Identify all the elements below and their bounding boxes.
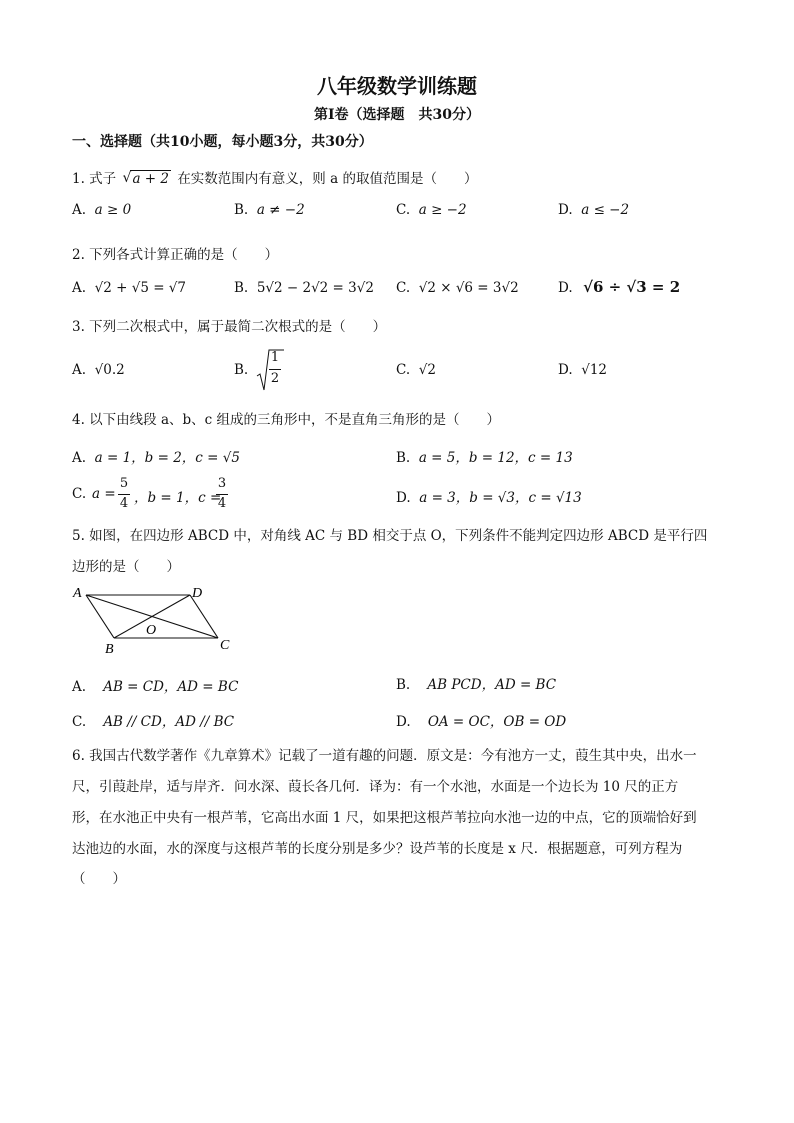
point-label-o: O	[146, 623, 157, 638]
option-label: D.	[396, 490, 411, 506]
option-c-a-eq: a =	[92, 486, 116, 502]
question-3-option-b-radical	[256, 348, 284, 392]
option-label: D.	[558, 280, 573, 296]
question-5-stem-line-2: 边形的是（ ）	[72, 559, 180, 575]
question-5-option-a[interactable]	[72, 675, 238, 695]
fraction-bar	[216, 494, 228, 495]
question-4-option-a[interactable]	[72, 446, 240, 466]
question-1-option-d[interactable]	[558, 202, 629, 218]
option-text: a = 1，b = 2，c = √5	[94, 450, 240, 466]
option-text: a ≤ −2	[581, 202, 630, 218]
question-1-option-b[interactable]	[234, 202, 305, 218]
option-label: A.	[72, 202, 87, 218]
question-5-option-c[interactable]	[72, 710, 234, 730]
question-2-option-d[interactable]	[558, 278, 680, 296]
edge-ba	[86, 595, 114, 638]
option-text: OA = OC，OB = OD	[427, 714, 567, 730]
question-3-option-b[interactable]	[234, 362, 248, 378]
option-text: a ≥ 0	[94, 202, 132, 218]
option-label: A.	[72, 280, 87, 296]
option-text: a = 3，b = √3，c = √13	[419, 490, 582, 506]
question-4-option-b[interactable]	[396, 446, 573, 466]
vertex-label-b: B	[105, 642, 114, 655]
option-label: C.	[72, 714, 87, 730]
option-text: AB // CD，AD // BC	[103, 714, 235, 730]
question-1-suffix: 在实数范围内有意义，则 a 的取值范围是（ ）	[177, 171, 478, 187]
option-text: AB = CD，AD = BC	[103, 679, 239, 695]
section-heading: 一、选择题（共10小题，每小题3分，共30分）	[72, 134, 373, 150]
option-text: √2 + √5 = √7	[94, 280, 187, 296]
question-6-line-1: 6. 我国古代数学著作《九章算术》记载了一道有趣的问题．原文是：今有池方一丈，葭生其中央，出水一	[72, 748, 697, 764]
option-label: D.	[558, 362, 573, 378]
option-label: C.	[396, 280, 411, 296]
option-text: √6 ÷ √3 = 2	[583, 278, 681, 296]
option-text: √2 × √6 = 3√2	[418, 280, 519, 296]
question-2-option-c[interactable]	[396, 280, 519, 296]
fraction-denominator: 4	[217, 496, 227, 511]
question-6-line-3: 形，在水池正中央有一根芦苇，它高出水面 1 尺，如果把这根芦苇拉向水池一边的中点，它的顶端恰好到	[72, 810, 697, 826]
fraction-bar	[118, 494, 130, 495]
vertex-label-a: A	[73, 586, 82, 601]
question-1-prefix: 1. 式子	[72, 171, 117, 187]
option-text: √0.2	[94, 362, 125, 378]
option-label: A.	[72, 679, 87, 695]
option-label: A.	[72, 450, 87, 466]
question-1-option-a[interactable]	[72, 202, 131, 218]
option-label: B.	[234, 280, 249, 296]
fraction-numerator: 1	[270, 350, 280, 365]
edge-dc	[190, 595, 218, 638]
option-label: B.	[234, 202, 249, 218]
question-3-option-c[interactable]	[396, 362, 436, 378]
page-subtitle: 第Ⅰ卷（选择题 共30分）	[313, 107, 481, 123]
fraction-numerator: 3	[217, 476, 227, 491]
option-text: a ≥ −2	[418, 202, 467, 218]
option-label: C.	[72, 486, 87, 502]
option-c-middle: ，b = 1，c =	[134, 490, 222, 506]
option-label: D.	[396, 714, 411, 730]
question-5-option-b[interactable]	[396, 673, 556, 693]
option-label: A.	[72, 362, 87, 378]
option-label: B.	[396, 450, 411, 466]
option-text: √12	[581, 362, 608, 378]
question-2-stem: 2. 下列各式计算正确的是（ ）	[72, 247, 279, 263]
fraction-bar	[269, 369, 281, 370]
question-4-option-d[interactable]	[396, 486, 582, 506]
fraction-numerator: 5	[119, 476, 129, 491]
option-label: B.	[234, 362, 249, 378]
question-6-line-4: 达池边的水面，水的深度与这根芦苇的长度分别是多少？设芦苇的长度是 x 尺．根据题意，可列方程为	[72, 841, 683, 857]
fraction-denominator: 2	[270, 371, 280, 386]
option-text: √2	[418, 362, 436, 378]
question-3-stem: 3. 下列二次根式中，属于最简二次根式的是（ ）	[72, 319, 387, 335]
option-text: 5√2 − 2√2 = 3√2	[256, 280, 374, 296]
option-label: D.	[558, 202, 573, 218]
page-title: 八年级数学训练题	[317, 74, 477, 98]
question-5-option-d[interactable]	[396, 710, 566, 730]
question-1-stem	[72, 167, 477, 187]
question-3-option-d[interactable]	[558, 362, 607, 378]
option-text: AB PCD，AD = BC	[427, 677, 557, 693]
question-6-line-2: 尺，引葭赴岸，适与岸齐．问水深、葭长各几何．译为：有一个水池，水面是一个边长为 10 尺的正方	[72, 779, 679, 795]
question-3-option-a[interactable]	[72, 362, 125, 378]
vertex-label-d: D	[192, 586, 203, 601]
question-6-line-5: （ ）	[72, 871, 126, 887]
option-label: C.	[396, 202, 411, 218]
parallelogram-figure	[70, 583, 240, 655]
question-1-radical: √ a + 2	[122, 170, 170, 187]
vertex-label-c: C	[220, 638, 230, 653]
question-1-option-c[interactable]	[396, 202, 467, 218]
question-4-stem: 4. 以下由线段 a、b、c 组成的三角形中，不是直角三角形的是（ ）	[72, 412, 501, 428]
question-4-option-c[interactable]	[72, 486, 86, 502]
fraction-denominator: 4	[119, 496, 129, 511]
option-text: a ≠ −2	[256, 202, 305, 218]
question-5-stem-line-1: 5. 如图，在四边形 ABCD 中，对角线 AC 与 BD 相交于点 O，下列条件不能判定四边形 ABCD 是平行四	[72, 528, 708, 544]
question-1-radicand: a + 2	[132, 171, 170, 187]
option-text: a = 5，b = 12，c = 13	[418, 450, 573, 466]
option-label: B.	[396, 677, 411, 693]
question-2-option-b[interactable]	[234, 280, 374, 296]
option-label: C.	[396, 362, 411, 378]
question-2-option-a[interactable]	[72, 280, 186, 296]
